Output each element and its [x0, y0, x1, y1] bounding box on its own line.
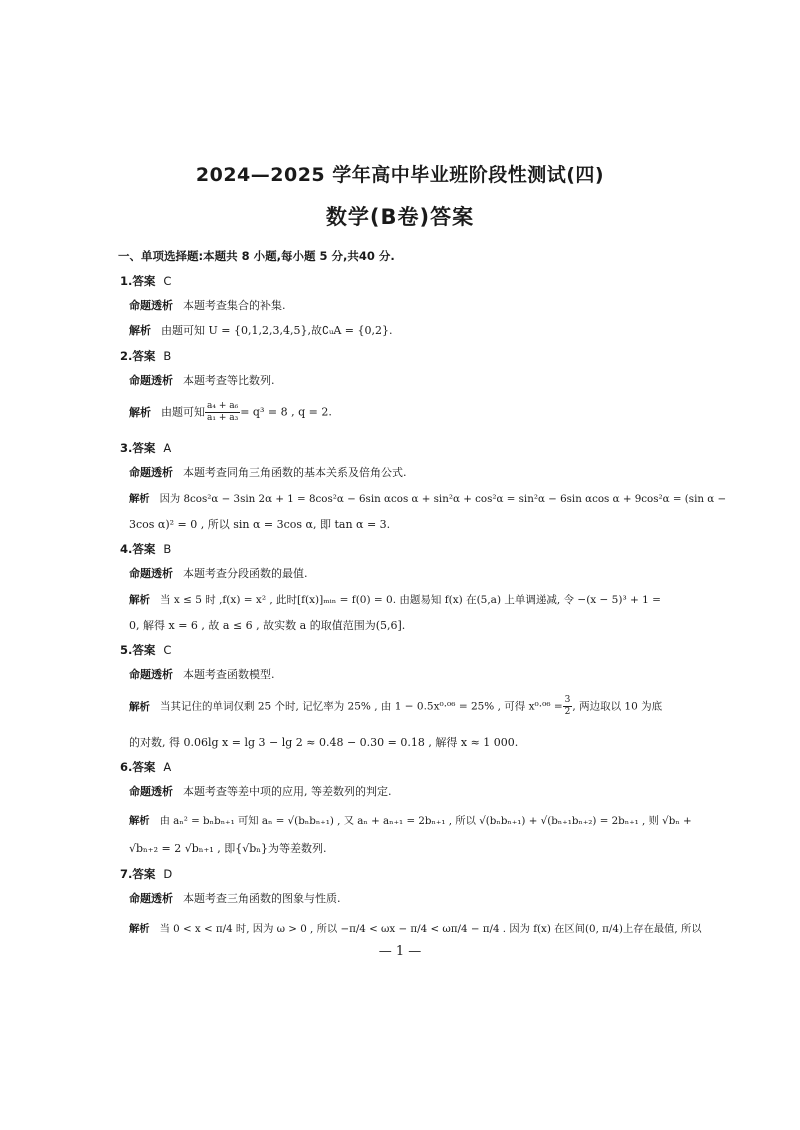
fraction: $\frac{\text{a₄ + a₆}}{\text{a₁ + a₃}}$	[207, 401, 239, 423]
question-5-answer: 5.答案 C	[120, 643, 172, 657]
question-5-analysis-cont: 的对数, 得 0.06lg x = lg 3 − lg 2 ≈ 0.48 − 0.30 = 0.18 , 解得 x ≈ 1 000.	[129, 736, 519, 749]
question-4-answer: 4.答案 B	[120, 542, 172, 556]
question-4-intent: 命题透析 本题考查分段函数的最值.	[129, 567, 308, 580]
question-3-analysis: 解析 因为 8cos²α − 3sin 2α + 1 = 8cos²α − 6sin αcos α + sin²α + cos²α = sin²α − 6sin αcos α + 9cos²α = (sin α −	[129, 493, 727, 505]
question-4-analysis: 解析 当 x ≤ 5 时 ,f(x) = x² , 此时[f(x)]ₘᵢₙ = f(0) = 0. 由题易知 f(x) 在(5,a) 上单调递减, 令 −(x − 5)³ + 1 =	[129, 594, 661, 606]
page-number: — 1 —	[378, 944, 422, 959]
document-subtitle: 数学(B卷)答案	[325, 205, 475, 229]
question-2-intent: 命题透析 本题考查等比数列.	[129, 374, 275, 387]
fraction: $\frac{3}{2}$	[564, 695, 571, 717]
question-3-analysis-cont: 3cos α)² = 0 , 所以 sin α = 3cos α, 即 tan α = 3.	[129, 518, 391, 531]
question-7-intent: 命题透析 本题考查三角函数的图象与性质.	[129, 892, 341, 905]
question-5-intent: 命题透析 本题考查函数模型.	[129, 668, 275, 681]
question-6-answer: 6.答案 A	[120, 760, 172, 774]
question-6-intent: 命题透析 本题考查等差中项的应用, 等差数列的判定.	[129, 785, 392, 798]
question-2-analysis: 解析 由题可知 $\frac{\text{a₄ + a₆}}{\text{a₁ + a₃}}$ = q³ = 8 , q = 2.	[129, 401, 332, 423]
question-5-analysis: 解析 当其记住的单词仅剩 25 个时, 记忆率为 25% , 由 1 − 0.5x⁰·⁰⁶ = 25% , 可得 x⁰·⁰⁶ = $\frac{3}{2}$ , 两边取以 10 为底	[129, 695, 663, 717]
question-7-analysis: 解析 当 0 < x < π/4 时, 因为 ω > 0 , 所以 −π/4 < ωx − π/4 < ωπ/4 − π/4 . 因为 f(x) 在区间(0, π/4)上存在最值, 所以	[129, 923, 702, 935]
question-2-answer: 2.答案 B	[120, 349, 172, 363]
question-6-analysis: 解析 由 aₙ² = bₙbₙ₊₁ 可知 aₙ = √(bₙbₙ₊₁) , 又 aₙ + aₙ₊₁ = 2bₙ₊₁ , 所以 √(bₙbₙ₊₁) + √(bₙ₊₁bₙ₊₂) = 2bₙ₊₁ , 则 √bₙ +	[129, 815, 692, 827]
question-6-analysis-cont: √bₙ₊₂ = 2 √bₙ₊₁ , 即{√bₙ}为等差数列.	[129, 842, 327, 855]
question-1-intent: 命题透析 本题考查集合的补集.	[129, 299, 286, 312]
question-4-analysis-cont: 0, 解得 x = 6 , 故 a ≤ 6 , 故实数 a 的取值范围为(5,6].	[129, 619, 406, 632]
question-3-answer: 3.答案 A	[120, 441, 172, 455]
question-1-answer: 1.答案 C	[120, 274, 172, 288]
document-title: 2024—2025 学年高中毕业班阶段性测试(四)	[195, 164, 605, 186]
section-heading: 一、单项选择题:本题共 8 小题,每小题 5 分,共40 分.	[118, 249, 395, 263]
question-7-answer: 7.答案 D	[120, 867, 173, 881]
question-3-intent: 命题透析 本题考查同角三角函数的基本关系及倍角公式.	[129, 466, 407, 479]
question-1-analysis: 解析 由题可知 U = {0,1,2,3,4,5},故∁ᵤA = {0,2}.	[129, 324, 393, 337]
